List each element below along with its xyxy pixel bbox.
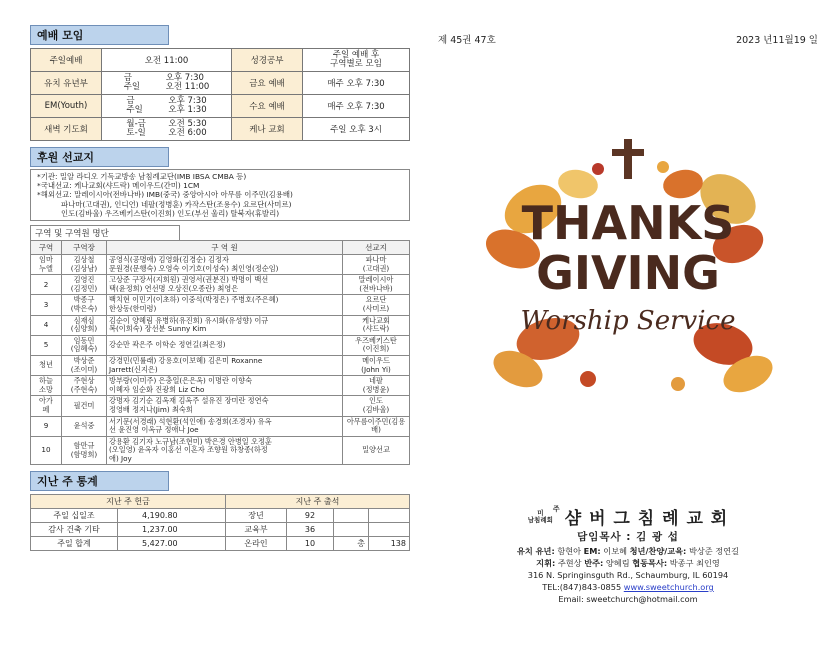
- members-cell: 김순이 양혜림 유병하(유진희) 유시화(유성향) 이규 복(이희숙) 장선분 Sunny Kim: [107, 315, 343, 335]
- contact-line: [438, 581, 818, 593]
- leader-cell: 김영진 (김정민): [62, 275, 107, 295]
- attendance-label: 온라인: [226, 537, 287, 551]
- mission-line: 인도(김바울) 우즈베키스탄(이진희) 인도(부선 울리) 탈북자(휴발리): [61, 208, 280, 218]
- day: 주일: [123, 82, 141, 92]
- day: 주일: [126, 105, 143, 115]
- mission-cell: 말레이시아 (전바나바): [343, 275, 410, 295]
- church-prefix-bottom: 남침례회: [527, 515, 553, 524]
- zone-cell: 임마 누엘: [31, 255, 62, 275]
- members-cell: 백치현 이민기(이초하) 이중석(박정은) 주병호(주은혜) 한상동(한미령): [107, 295, 343, 315]
- offering-header: 지난 주 헌금: [31, 495, 226, 509]
- staff-label: 청년/찬양/교육:: [629, 546, 687, 556]
- banner-line-2: GIVING: [536, 246, 720, 300]
- zone-cell: 3: [31, 295, 62, 315]
- worship-schedule-table: [30, 48, 410, 141]
- address: 316 N. Springinsguth Rd., Schaumburg, IL 60194: [527, 570, 729, 580]
- total-value: [369, 509, 410, 523]
- table-row: [31, 523, 410, 537]
- table-row: [31, 376, 410, 396]
- total-label: [334, 509, 369, 523]
- members-cell: 강용환 김기자 노규남(조현미) 박은경 안병일 오정훈 (오일영) 윤옥자 이홍선 이혼자 조향원 하창종(하정 애) Joy: [107, 436, 343, 465]
- label-cell: 유치 유년부: [31, 72, 102, 95]
- total-label: [334, 523, 369, 537]
- table-row: [31, 436, 410, 465]
- worship-heading: 예배 모임: [30, 25, 169, 45]
- staff-value: 박종구 최인영: [667, 558, 720, 568]
- label-cell: 케나 교회: [232, 118, 303, 141]
- cross-icon: [612, 139, 644, 179]
- zone-cell: 5: [31, 335, 62, 355]
- zone-cell: 청년: [31, 355, 62, 375]
- total-value: [369, 523, 410, 537]
- staff-value: 박상준 정연길: [686, 546, 740, 556]
- church-title: [438, 504, 818, 529]
- right-page: [438, 24, 818, 624]
- staff-label: 유치 유년:: [516, 546, 555, 556]
- time: 오후 1:30: [168, 105, 207, 115]
- table-row: [31, 315, 410, 335]
- leader-cell: 임동민 (임혜숙): [62, 335, 107, 355]
- mission-cell: 메이우드 (John Yi): [343, 355, 410, 375]
- value-cell: 오전 11:00: [102, 49, 232, 72]
- time: 오전 11:00: [165, 82, 210, 92]
- members-cell: 고상준 구장서(지희원) 권영서(권분진) 박명이 백선 택(윤정희) 연선명 오상진(오종란) 최영은: [107, 275, 343, 295]
- table-row: [31, 396, 410, 416]
- col-header: 구역: [31, 241, 62, 255]
- website-link[interactable]: www.sweetchurch.org: [623, 582, 714, 592]
- zone-cell: 2: [31, 275, 62, 295]
- table-row: [31, 335, 410, 355]
- value-cell: [102, 72, 232, 95]
- attendance-value: 92: [287, 509, 334, 523]
- zone-cell: 아가 페: [31, 396, 62, 416]
- mission-cell: 네팔 (정병윤): [343, 376, 410, 396]
- table-header-row: [31, 495, 410, 509]
- issue-number: 제 45권 47호: [438, 35, 496, 46]
- members-cell: 강순만 곽은주 이학순 정연길(최은정): [107, 335, 343, 355]
- label-cell: 성경공부: [232, 49, 303, 72]
- mission-cell: 우즈베키스탄 (이진희): [343, 335, 410, 355]
- left-page: [30, 24, 410, 551]
- members-cell: 강명자 김기순 김옥재 김옥주 설유진 장미란 정연숙 정영배 정지나(Jim) 최숙희: [107, 396, 343, 416]
- col-header: 구역장: [62, 241, 107, 255]
- time: 오전 5:30: [168, 119, 207, 129]
- table-row: [31, 355, 410, 375]
- banner-line-1: THANKS: [521, 196, 735, 250]
- thanksgiving-banner: [438, 139, 818, 399]
- stats-table: [30, 494, 410, 551]
- leader-cell: 주현상 (주현숙): [62, 376, 107, 396]
- mission-cell: 요르단 (사미르): [343, 295, 410, 315]
- mission-line: *해외선교: 말레이시아(전바나바) IMB(중국) 중앙아시아 아무름 이주민(김용배): [37, 190, 293, 200]
- staff-value: 함현아: [554, 546, 584, 556]
- table-row: [31, 95, 410, 118]
- staff-label: EM:: [583, 546, 601, 556]
- value-cell: 매주 오후 7:30: [303, 72, 410, 95]
- table-row: [31, 255, 410, 275]
- pastor: 담임목사 : 김 광 섭: [577, 531, 679, 543]
- col-header: 구 역 원: [107, 241, 343, 255]
- attendance-value: 10: [287, 537, 334, 551]
- label-cell: 금요 예배: [232, 72, 303, 95]
- mission-line: 파나마(고대권), 인디언) 네팔(정병훈) 카작스탄(조용수) 요르단(사미르): [61, 199, 292, 209]
- attendance-label: 장년: [226, 509, 287, 523]
- phone: TEL:(847)843-0855: [542, 582, 624, 592]
- staff-label: 협동목사:: [632, 558, 668, 568]
- time: 오후 7:30: [165, 73, 204, 83]
- missions-heading: 후원 선교지: [30, 147, 169, 167]
- label-cell: 수요 예배: [232, 95, 303, 118]
- church-prefix-right: 주: [552, 505, 560, 513]
- missions-list: [30, 169, 410, 221]
- attendance-header: 지난 주 출석: [226, 495, 410, 509]
- mission-cell: 케나교회 (샤드락): [343, 315, 410, 335]
- staff-value: 주현상: [555, 558, 585, 568]
- mission-line: *기관: 밀알 라디오 기독교방송 남침례교단(IMB IBSA CMBA 등): [37, 172, 247, 181]
- zone-cell: 10: [31, 436, 62, 465]
- leader-cell: 윤석중: [62, 416, 107, 436]
- zone-cell: 9: [31, 416, 62, 436]
- table-row: [31, 295, 410, 315]
- offering-value: 1,237.00: [118, 523, 226, 537]
- mission-line: *국내선교: 케나교회(샤드락) 메이우드(간미) 1CM: [37, 181, 200, 191]
- table-row: [31, 118, 410, 141]
- offering-label: 주일 십일조: [31, 509, 118, 523]
- staff-line-1: [438, 545, 818, 557]
- table-row: [31, 72, 410, 95]
- value-cell: 주일 오후 3시: [303, 118, 410, 141]
- leader-cell: 필건미: [62, 396, 107, 416]
- offering-label: 주일 합계: [31, 537, 118, 551]
- col-header: 선교지: [343, 241, 410, 255]
- mission-cell: 파나마 (고대권): [343, 255, 410, 275]
- members-cell: 서기문(서경래) 석현환(석인애) 송경희(조경자) 유옥 선 윤진영 이옥규 정애나 Joe: [107, 416, 343, 436]
- offering-value: 5,427.00: [118, 537, 226, 551]
- staff-label: 지휘:: [536, 558, 556, 568]
- table-row: [31, 416, 410, 436]
- table-row: [31, 537, 410, 551]
- church-name: 샴 버 그 침 례 교 회: [564, 509, 729, 529]
- leader-cell: 박상준 (조이미): [62, 355, 107, 375]
- day: 금: [123, 73, 132, 83]
- value-cell: 주일 예배 후 구역별로 모임: [303, 49, 410, 72]
- members-cell: 강경민(민률래) 강용호(이보혜) 김은미 Roxanne Jarrett(신지은): [107, 355, 343, 375]
- members-cell: 공영식(공명애) 김영화(김경순) 김정자 문원경(문행숙) 오영숙 이기호(이성숙) 최인영(정순임): [107, 255, 343, 275]
- day: 토-일: [126, 128, 146, 138]
- zone-cell: 4: [31, 315, 62, 335]
- table-row: [31, 509, 410, 523]
- time: 오후 7:30: [168, 96, 207, 106]
- leader-cell: 김상철 (김상남): [62, 255, 107, 275]
- zones-table: [30, 240, 410, 465]
- staff-value: 이보혜: [600, 546, 630, 556]
- staff-line-2: [438, 557, 818, 569]
- label-cell: EM(Youth): [31, 95, 102, 118]
- total-label: 총: [334, 537, 369, 551]
- staff-label: 반주:: [584, 558, 604, 568]
- issue-date: 2023 년11월19 일: [736, 35, 818, 46]
- mission-cell: 아무름이주민(김용 배): [343, 416, 410, 436]
- label-cell: 새벽 기도회: [31, 118, 102, 141]
- stats-heading: 지난 주 통계: [30, 471, 169, 491]
- zone-cell: 하늘 소망: [31, 376, 62, 396]
- staff-info: [438, 545, 818, 605]
- staff-value: 양혜림: [603, 558, 633, 568]
- leader-cell: 심재심 (심양희): [62, 315, 107, 335]
- value-cell: 매주 오후 7:30: [303, 95, 410, 118]
- leader-cell: 박종구 (박은숙): [62, 295, 107, 315]
- attendance-label: 교육부: [226, 523, 287, 537]
- banner-line-3: Worship Service: [520, 306, 736, 336]
- offering-label: 감사 건축 기타: [31, 523, 118, 537]
- label-cell: 주일예배: [31, 49, 102, 72]
- day: 월-금: [126, 119, 146, 129]
- email[interactable]: Email: sweetchurch@hotmail.com: [558, 594, 698, 604]
- table-row: [31, 275, 410, 295]
- time: 오전 6:00: [168, 128, 207, 138]
- value-cell: [102, 95, 232, 118]
- day: 금: [126, 96, 135, 106]
- mission-cell: 인도 (김바울): [343, 396, 410, 416]
- church-prefix-top: 미: [537, 508, 544, 517]
- table-row: [31, 49, 410, 72]
- value-cell: [102, 118, 232, 141]
- members-cell: 방부랑(이미주) 은충일(은은옥) 이명란 이향숙 이혜자 임순화 진광희 Liz Cho: [107, 376, 343, 396]
- offering-value: 4,190.80: [118, 509, 226, 523]
- table-header-row: [31, 241, 410, 255]
- leader-cell: 함만규 (함명희): [62, 436, 107, 465]
- total-value: 138: [369, 537, 410, 551]
- attendance-value: 36: [287, 523, 334, 537]
- zones-heading: 구역 및 구역원 명단: [30, 225, 180, 240]
- mission-cell: 밀양선교: [343, 436, 410, 465]
